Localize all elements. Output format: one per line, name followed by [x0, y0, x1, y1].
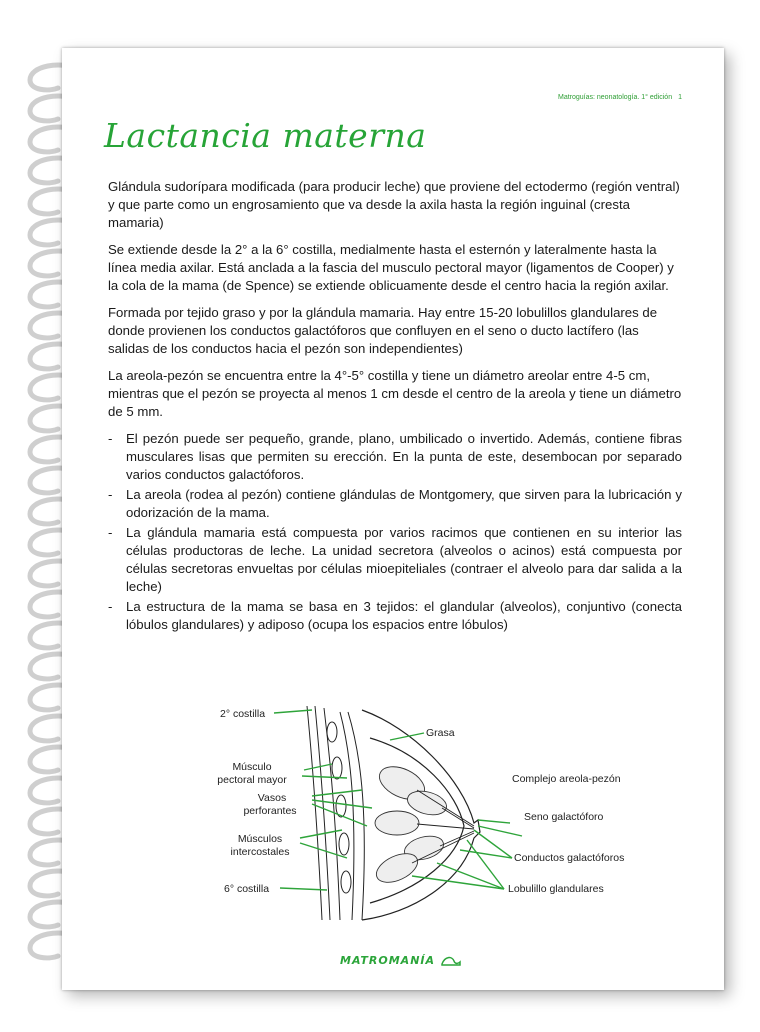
label-musculo: Músculo	[232, 761, 272, 773]
breast-anatomy-figure	[212, 698, 625, 938]
running-head-text: Matroguías: neonatología. 1° edición	[557, 94, 673, 101]
label-complejo-areola-pezon: Complejo areola-pezón	[512, 773, 621, 785]
label-grasa: Grasa	[426, 727, 455, 739]
list-item: - La estructura de la mama se basa en 3 tejidos: el glandular (alveolos), conjuntivo (conecta lóbulos glandulares) y adiposo (ocupa los espacios entre lóbulos)	[108, 599, 682, 632]
label-vasos: Vasos	[257, 792, 287, 804]
paragraph-origin: Glándula sudorípara modificada (para producir leche) que proviene del ectodermo (región ventral) y que parte como un engrosamiento que va desde la axila hasta la región inguinal (cresta mamaria)	[108, 179, 680, 230]
paragraph-composition: Formada por tejido graso y por la glándula mamaria. Hay entre 15-20 lobulillos glandulares de donde provienen los conductos galactóforos que confluyen en el seno o ducto lactífero (las salidas de los conductos hacia el pezón son independientes)	[108, 305, 658, 356]
label-pectoral-mayor: pectoral mayor	[217, 774, 287, 786]
notebook-page	[62, 48, 724, 990]
page-title: Lactancia materna	[104, 116, 427, 155]
label-perforantes: perforantes	[243, 805, 297, 817]
label-musculos: Músculos	[237, 833, 283, 845]
list-item: - La areola (rodea al pezón) contiene glándulas de Montgomery, que sirven para la lubricación y odorización de la mama.	[108, 487, 682, 520]
matromania-logo: MATROMANÍA	[340, 954, 462, 967]
label-intercostales: intercostales	[230, 846, 290, 858]
running-head	[558, 94, 682, 101]
paragraph-extension: Se extiende desde la 2° a la 6° costilla, medialmente hasta el esternón y lateralmente hasta la línea media axilar. Está anclada a la fascia del musculo pectoral mayor (ligamentos de Cooper) y la cola de la mama (de Spence) se extiende oblicuamente desde el centro hacia la región axilar.	[108, 242, 674, 293]
wave-logo-icon	[440, 955, 462, 967]
label-seno-galactoforo: Seno galactóforo	[524, 811, 604, 823]
breast-outline-drawing	[362, 710, 480, 920]
list-item: - El pezón puede ser pequeño, grande, plano, umbilicado o invertido. Además, contiene fibras musculares lisas que permiten su erección. En la punta de este, desembocan por separado varios conductos galactóforos.	[108, 431, 682, 482]
bullet-list	[108, 430, 682, 634]
breast-anatomy-illustration	[212, 698, 625, 938]
label-lobulillo-glandulares: Lobulillo glandulares	[508, 883, 604, 895]
body-text	[108, 178, 682, 636]
label-6-costilla: 6° costilla	[224, 883, 270, 895]
list-item: - La glándula mamaria está compuesta por varios racimos que contienen en su interior las células productoras de leche. La unidad secretora (alveolos o acinos) está compuesta por células secretoras envueltas por células mioepiteliales (contraer el alveolo para dar salida a la leche)	[108, 525, 682, 594]
label-2-costilla: 2° costilla	[220, 708, 266, 720]
paragraph-areola: La areola-pezón se encuentra entre la 4°-5° costilla y tiene un diámetro areolar entre 4-5 cm, mientras que el pezón se proyecta al menos 1 cm desde el centro de la areola y tiene un diámetro de 5 mm.	[108, 368, 682, 419]
page-number: 1	[678, 94, 682, 101]
label-conductos-galactoforos: Conductos galactóforos	[514, 852, 625, 864]
